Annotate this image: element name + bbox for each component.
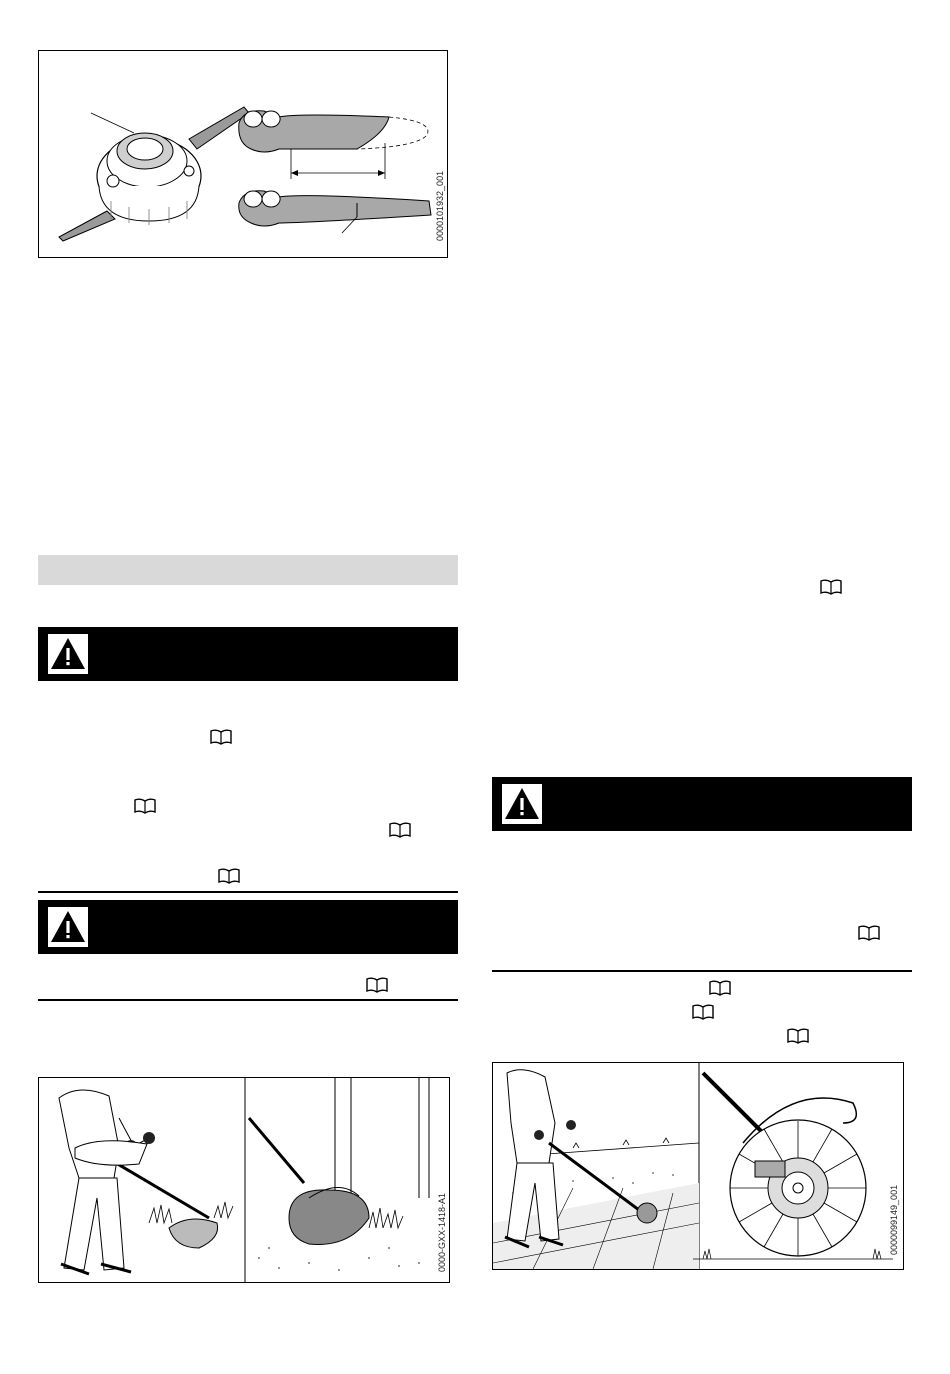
warning-banner bbox=[38, 900, 458, 954]
open-book-icon bbox=[389, 822, 411, 838]
figure-edging bbox=[492, 1062, 904, 1270]
open-book-icon bbox=[787, 1028, 809, 1044]
figure-code: 0000101932_001 bbox=[435, 170, 445, 241]
warning-banner bbox=[38, 627, 458, 681]
blade-head-illustration bbox=[39, 51, 447, 257]
open-book-icon bbox=[858, 925, 880, 941]
divider-rule bbox=[492, 970, 912, 972]
warning-banner bbox=[492, 777, 912, 831]
open-book-icon bbox=[709, 980, 731, 996]
section-heading-bar bbox=[38, 555, 458, 585]
divider-rule bbox=[38, 999, 458, 1001]
figure-code: 0000-GXX-1418-A1 bbox=[437, 1192, 447, 1272]
open-book-icon bbox=[692, 1004, 714, 1020]
open-book-icon bbox=[218, 868, 240, 884]
warning-triangle-icon bbox=[48, 907, 88, 947]
figure-trimming bbox=[38, 1077, 450, 1283]
open-book-icon bbox=[820, 579, 842, 595]
trimming-illustration bbox=[39, 1078, 449, 1282]
figure-blade-head bbox=[38, 50, 448, 258]
open-book-icon bbox=[210, 729, 232, 745]
edging-illustration bbox=[493, 1063, 903, 1269]
divider-rule bbox=[38, 891, 458, 893]
figure-code: 0000099149_001 bbox=[889, 1184, 899, 1255]
open-book-icon bbox=[366, 977, 388, 993]
open-book-icon bbox=[134, 798, 156, 814]
warning-triangle-icon bbox=[502, 784, 542, 824]
warning-triangle-icon bbox=[48, 634, 88, 674]
